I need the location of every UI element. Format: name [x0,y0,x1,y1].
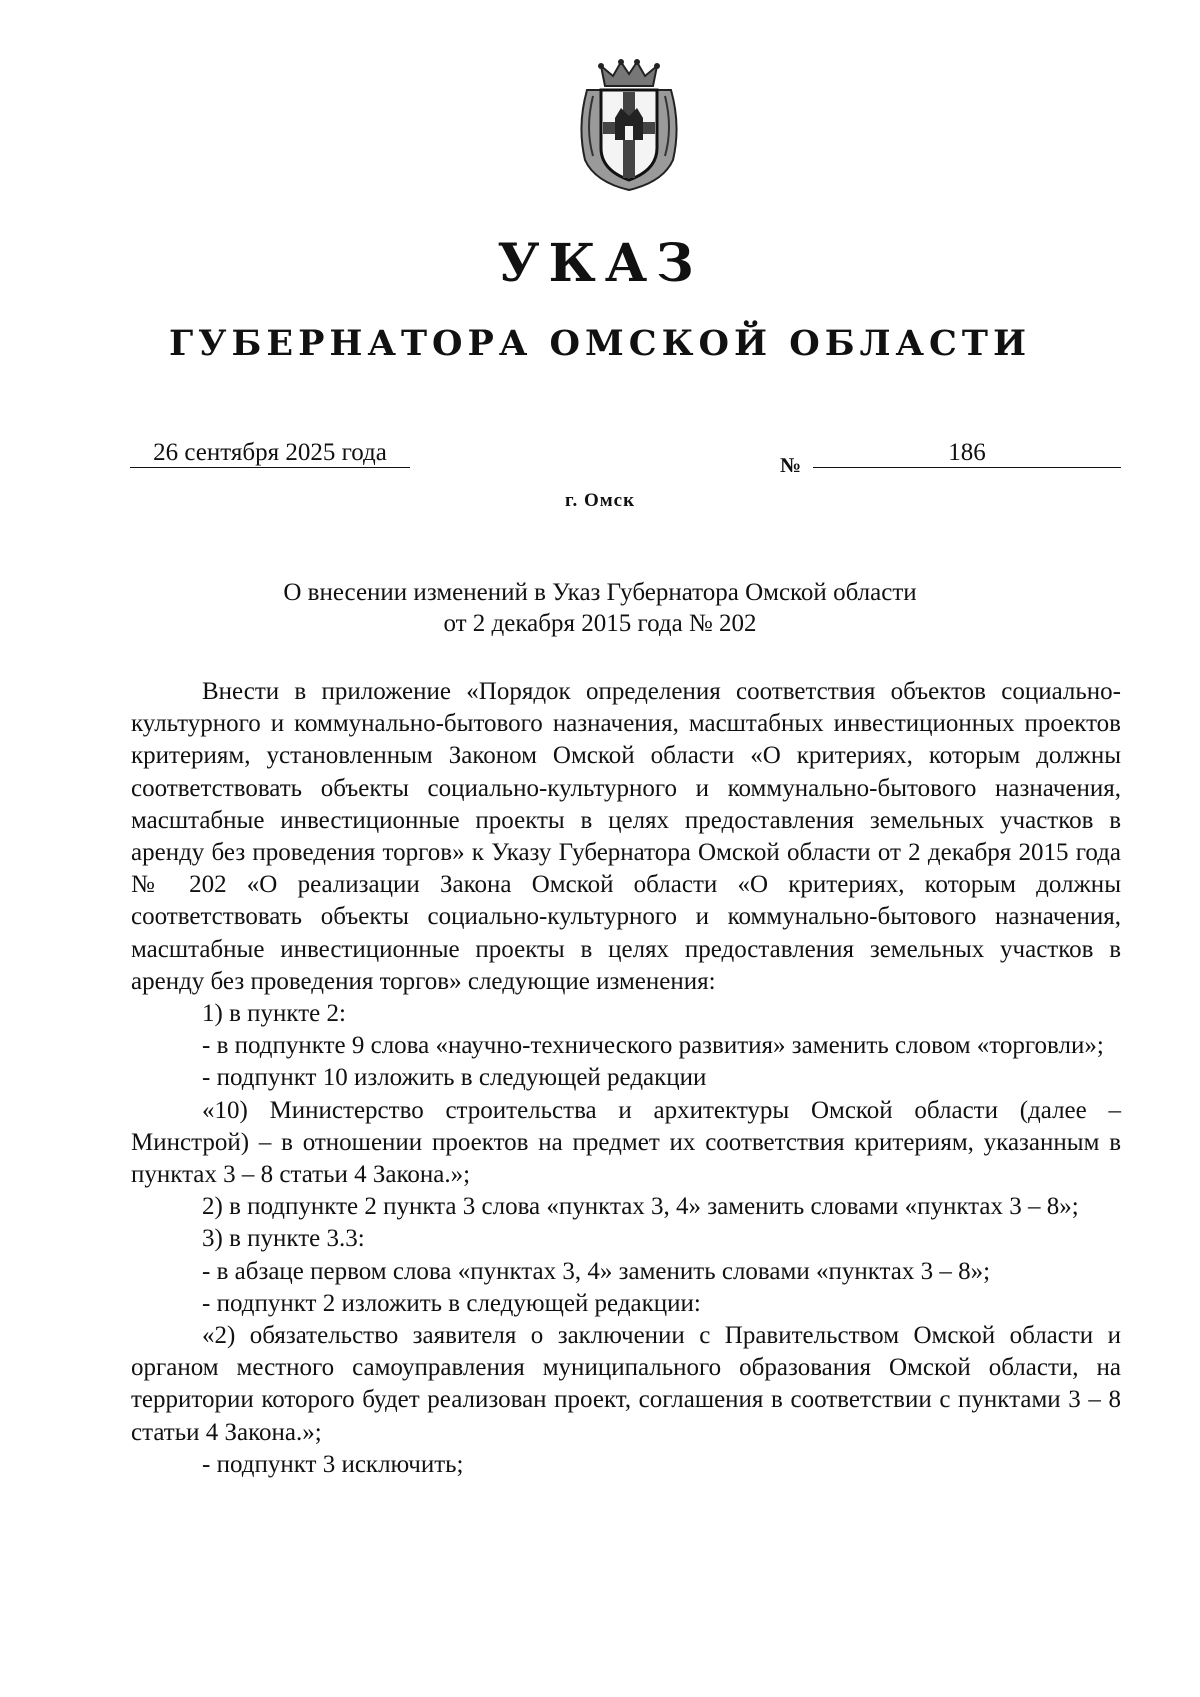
coat-of-arms-emblem [571,56,687,192]
paragraph: «10) Министерство строительства и архитектуры Омской области (далее – Минстрой) – в отношении проектов на предмет их соответствия критериям, указанным в пунктах 3 – 8 статьи 4 Закона.»; [131,1096,1121,1189]
heading-line: О внесении изменений в Указ Губернатора Омской области [283,579,917,606]
paragraph: - в подпункте 9 слова «научно-технического развития» заменить словом «торговли»; [202,1032,1104,1060]
paragraph: - подпункт 3 исключить; [202,1450,464,1478]
paragraph: - в абзаце первом слова «пунктах 3, 4» заменить словами «пунктах 3 – 8»; [202,1257,991,1285]
document-date: 26 сентября 2025 года [130,439,410,468]
paragraph: 1) в пункте 2: [202,1000,346,1028]
number-sign: № [780,453,802,477]
paragraph: 2) в подпункте 2 пункта 3 слова «пунктах 3, 4» заменить словами «пунктах 3 – 8»; [202,1193,1079,1221]
paragraph: 3) в пункте 3.3: [202,1225,365,1253]
issue-city: г. Омск [564,490,636,511]
document-title: УКАЗ [497,233,703,294]
coat-of-arms-icon [571,56,687,192]
paragraph: - подпункт 2 изложить в следующей редакции: [202,1289,701,1317]
document-number: 186 [813,439,1121,468]
issuer-title: ГУБЕРНАТОРА ОМСКОЙ ОБЛАСТИ [168,323,1032,364]
document-body [131,676,1121,1481]
paragraph: «2) обязательство заявителя о заключении с Правительством Омской области и органом местного самоуправления муниципального образования Омской области, на территории которого будет реализован проект, соглашения в соответствии с пунктами 3 – 8 статьи 4 Закона.»; [131,1322,1121,1446]
paragraph: Внести в приложение «Порядок определения соответствия объектов социально-культурного и коммунально-бытового назначения, масштабных инвестиционных проектов критериям, установленным Законом Омской области «О критериях, которым должны соответствовать объекты социально-культурного и коммунально-бытового назначения, масштабные инвестиционные проекты в целях предоставления земельных участков в аренду без проведения торгов» к Указу Губернатора Омской области от 2 декабря 2015 года № 202 «О реализации Закона Омской области «О критериях, которым должны соответствовать объекты социально-культурного и коммунально-бытового назначения, масштабные инвестиционные проекты в целях предоставления земельных участков в аренду без проведения торгов» следующие изменения: [131,678,1121,995]
paragraph: - подпункт 10 изложить в следующей редакции [202,1064,707,1092]
document-heading [0,577,1200,639]
heading-line: от 2 декабря 2015 года № 202 [443,610,757,637]
